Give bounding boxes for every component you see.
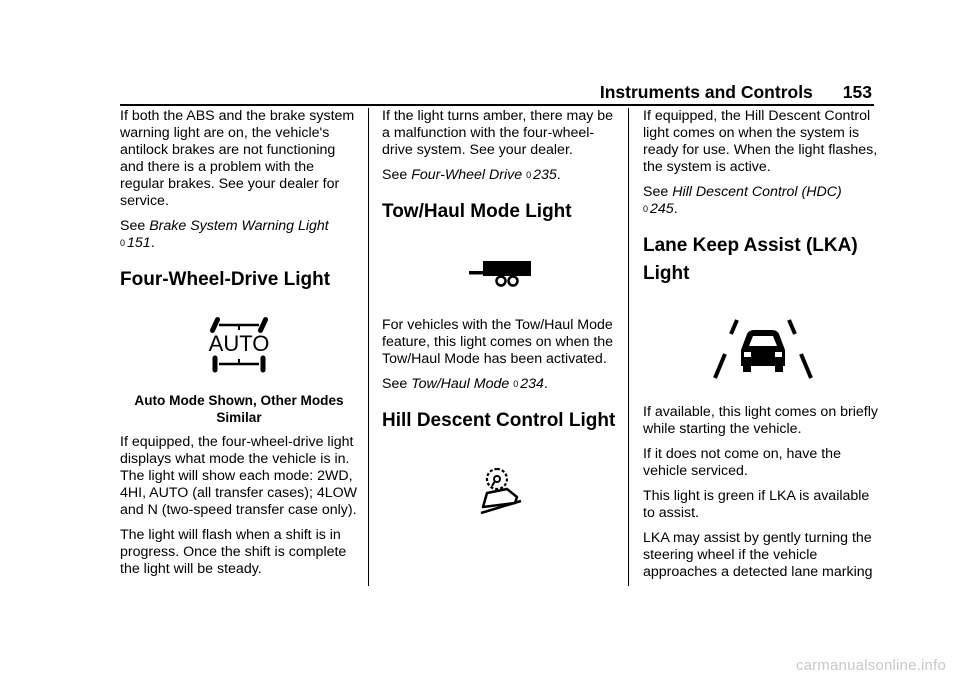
tow-haul-trailer-icon bbox=[382, 259, 618, 289]
cross-reference: See Hill Descent Control (HDC) 0 245. bbox=[643, 184, 842, 217]
reference-link[interactable]: Four-Wheel Drive bbox=[411, 167, 523, 183]
paragraph: If both the ABS and the brake system warning light are on, the vehicle's antilock brakes are not functioning and there is a problem with the regular brakes. See your dealer for service. bbox=[120, 108, 355, 209]
reference-link[interactable]: Hill Descent Control (HDC) bbox=[672, 184, 842, 200]
reference-page[interactable]: 245 bbox=[650, 201, 674, 217]
header-rule bbox=[120, 104, 874, 106]
watermark: carmanualsonline.info bbox=[795, 657, 946, 674]
cross-reference: See Four-Wheel Drive 0 235. bbox=[382, 167, 561, 183]
section-title: Instruments and Controls bbox=[599, 82, 813, 102]
four-wheel-drive-icon bbox=[120, 316, 358, 374]
column-3 bbox=[643, 108, 883, 589]
heading-hill-descent-control-light: Hill Descent Control Light bbox=[382, 410, 616, 431]
paragraph: If the light turns amber, there may be a malfunction with the four-wheel-drive system. See your dealer. bbox=[382, 108, 614, 158]
reference-link[interactable]: Tow/Haul Mode bbox=[411, 376, 510, 392]
heading-tow-haul-mode-light: Tow/Haul Mode Light bbox=[382, 201, 572, 222]
hill-descent-icon bbox=[382, 467, 618, 515]
page-number: 153 bbox=[842, 82, 872, 102]
paragraph: LKA may assist by gently turning the steering wheel if the vehicle approaches a detected lane marking bbox=[643, 530, 873, 580]
cross-reference: See Brake System Warning Light 0 151. bbox=[120, 218, 329, 251]
column-1 bbox=[120, 108, 358, 586]
heading-four-wheel-drive-light: Four-Wheel-Drive Light bbox=[120, 269, 331, 290]
heading-lane-keep-assist-light: Lane Keep Assist (LKA) Light bbox=[643, 235, 858, 284]
column-divider-2 bbox=[628, 108, 629, 586]
reference-page[interactable]: 151 bbox=[127, 235, 151, 251]
reference-page[interactable]: 234 bbox=[520, 376, 544, 392]
paragraph: If equipped, the Hill Descent Control light comes on when the system is ready for use. When the light flashes, the system is active. bbox=[643, 108, 878, 175]
paragraph: If available, this light comes on briefly while starting the vehicle. bbox=[643, 404, 878, 437]
page-header bbox=[600, 82, 872, 103]
paragraph: This light is green if LKA is available to assist. bbox=[643, 488, 870, 521]
cross-reference: See Tow/Haul Mode 0 234. bbox=[382, 376, 548, 392]
lane-keep-assist-icon bbox=[643, 314, 883, 380]
four-wheel-drive-icon-label: AUTO bbox=[208, 331, 270, 356]
column-2 bbox=[382, 108, 618, 515]
page-ref-arrow-icon: 0 bbox=[526, 170, 532, 180]
paragraph: For vehicles with the Tow/Haul Mode feature, this light comes on when the Tow/Haul Mode has been activated. bbox=[382, 317, 614, 367]
page-ref-arrow-icon: 0 bbox=[120, 238, 126, 248]
paragraph: If equipped, the four-wheel-drive light displays what mode the vehicle is in. The light will show each mode: 2WD, 4HI, AUTO (all transfer cases); 4LOW and N (two-speed transfer case only). bbox=[120, 434, 358, 518]
figure-caption: Auto Mode Shown, Other Modes Similar bbox=[134, 393, 344, 425]
paragraph: The light will flash when a shift is in progress. Once the shift is complete the light will be steady. bbox=[120, 527, 347, 577]
page-ref-arrow-icon: 0 bbox=[643, 204, 649, 214]
page-ref-arrow-icon: 0 bbox=[513, 379, 519, 389]
reference-page[interactable]: 235 bbox=[533, 167, 557, 183]
paragraph: If it does not come on, have the vehicle serviced. bbox=[643, 446, 841, 479]
reference-link[interactable]: Brake System Warning Light bbox=[149, 218, 329, 234]
column-divider-1 bbox=[368, 108, 369, 586]
